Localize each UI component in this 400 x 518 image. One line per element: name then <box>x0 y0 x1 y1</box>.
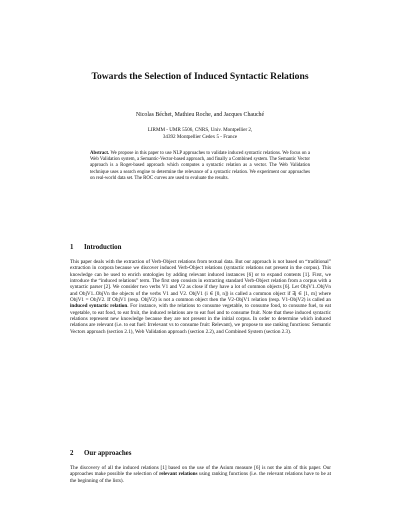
paragraph-text: This paper deals with the extraction of Verb-Object relations from textual data. But our approach is not based on “traditional” extraction in corpora because we discover induced Verb-Object relations (syntactic relations not present in the corpus). This knowledge can be used to enrich ontologies by adding relevant induced instances [6] or to expand contents [1]. First, we introduce the “induced relations” term. The first step consists in extracting standard Verb-Object relation from a corpus with a syntactic parser [2]. We consider two verbs V1 and V2 as close if they have a lot of common objects [6]. Let ObjV1..ObjVn and ObjV1..ObjVn the objects of the verbs V1 and V2. ObjV1 (i ∈ [0, n]) is called a common object if ∃j ∈ [1, m] where ObjV1 = ObjV2. If ObjV1 (resp. ObjV2) is not a common object then the V2-ObjV1 relation (resp. V1-ObjV2) is called an <box>70 259 331 304</box>
section-number: 1 <box>70 244 74 251</box>
emphasis-term: relevant relations <box>159 471 198 478</box>
paragraph-text: The discovery of all the induced relations [1] based on the use of the Asium measure [6] is not the aim of this paper. Our approaches make possible the selection of <box>70 465 331 478</box>
authors: Nicolas Béchet, Mathieu Roche, and Jacques Chauché <box>135 112 265 118</box>
abstract-text: We propose in this paper to use NLP approaches to validate induced syntactic relations. We focus on a Web Validation system, a Semantic-Vector-based approach, and finally a Combined system. The Semantic Vector approach is a Roget-based approach which computes a syntactic relation as a vector. The Web Validation technique uses a search engine to determine the relevance of a syntactic relation. We experiment our approaches on real-world data set. The ROC curves are used to evaluate the results. <box>90 151 310 181</box>
affiliation-line: LIRMM - UMR 5506, CNRS, Univ. Montpellier 2, <box>147 127 253 133</box>
section-title: Introduction <box>84 244 122 251</box>
abstract-label: Abstract. <box>90 151 110 156</box>
approaches-paragraph <box>70 465 331 484</box>
section-number: 2 <box>70 450 74 457</box>
introduction-paragraph <box>70 259 331 335</box>
affiliation <box>70 127 330 141</box>
section-title: Our approaches <box>84 450 132 457</box>
paper-title: Towards the Selection of Induced Syntactic Relations <box>91 71 309 82</box>
paragraph-text: using ranking functions (i.e. the relevant relations have to be at the beginning of the lists). <box>70 471 331 484</box>
abstract <box>90 151 310 182</box>
section-heading <box>70 449 330 458</box>
paragraph-text: . For instance, with the relations to consume vegetable, to consume food, to consume fuel, to eat vegetable, to eat food, to eat fruit, the induced relations are to eat fuel and to consume fruit. Note that these induced syntactic relations represent new knowledge because they are not present in the initial corpus. In order to determine which induced relations are relevant (i.e. to eat fuel: Irrelevant vs to consume fruit: Relevant), we propose to use ranking functions: Semantic Vectors approach (section 2.1), Web Validation approach (section 2.2), and Combined System (section 2.3). <box>70 303 332 335</box>
section-heading <box>70 243 330 252</box>
affiliation-line: 34392 Montpellier Cedex 5 - France <box>162 133 238 140</box>
emphasis-term: induced syntactic relation <box>70 303 128 310</box>
